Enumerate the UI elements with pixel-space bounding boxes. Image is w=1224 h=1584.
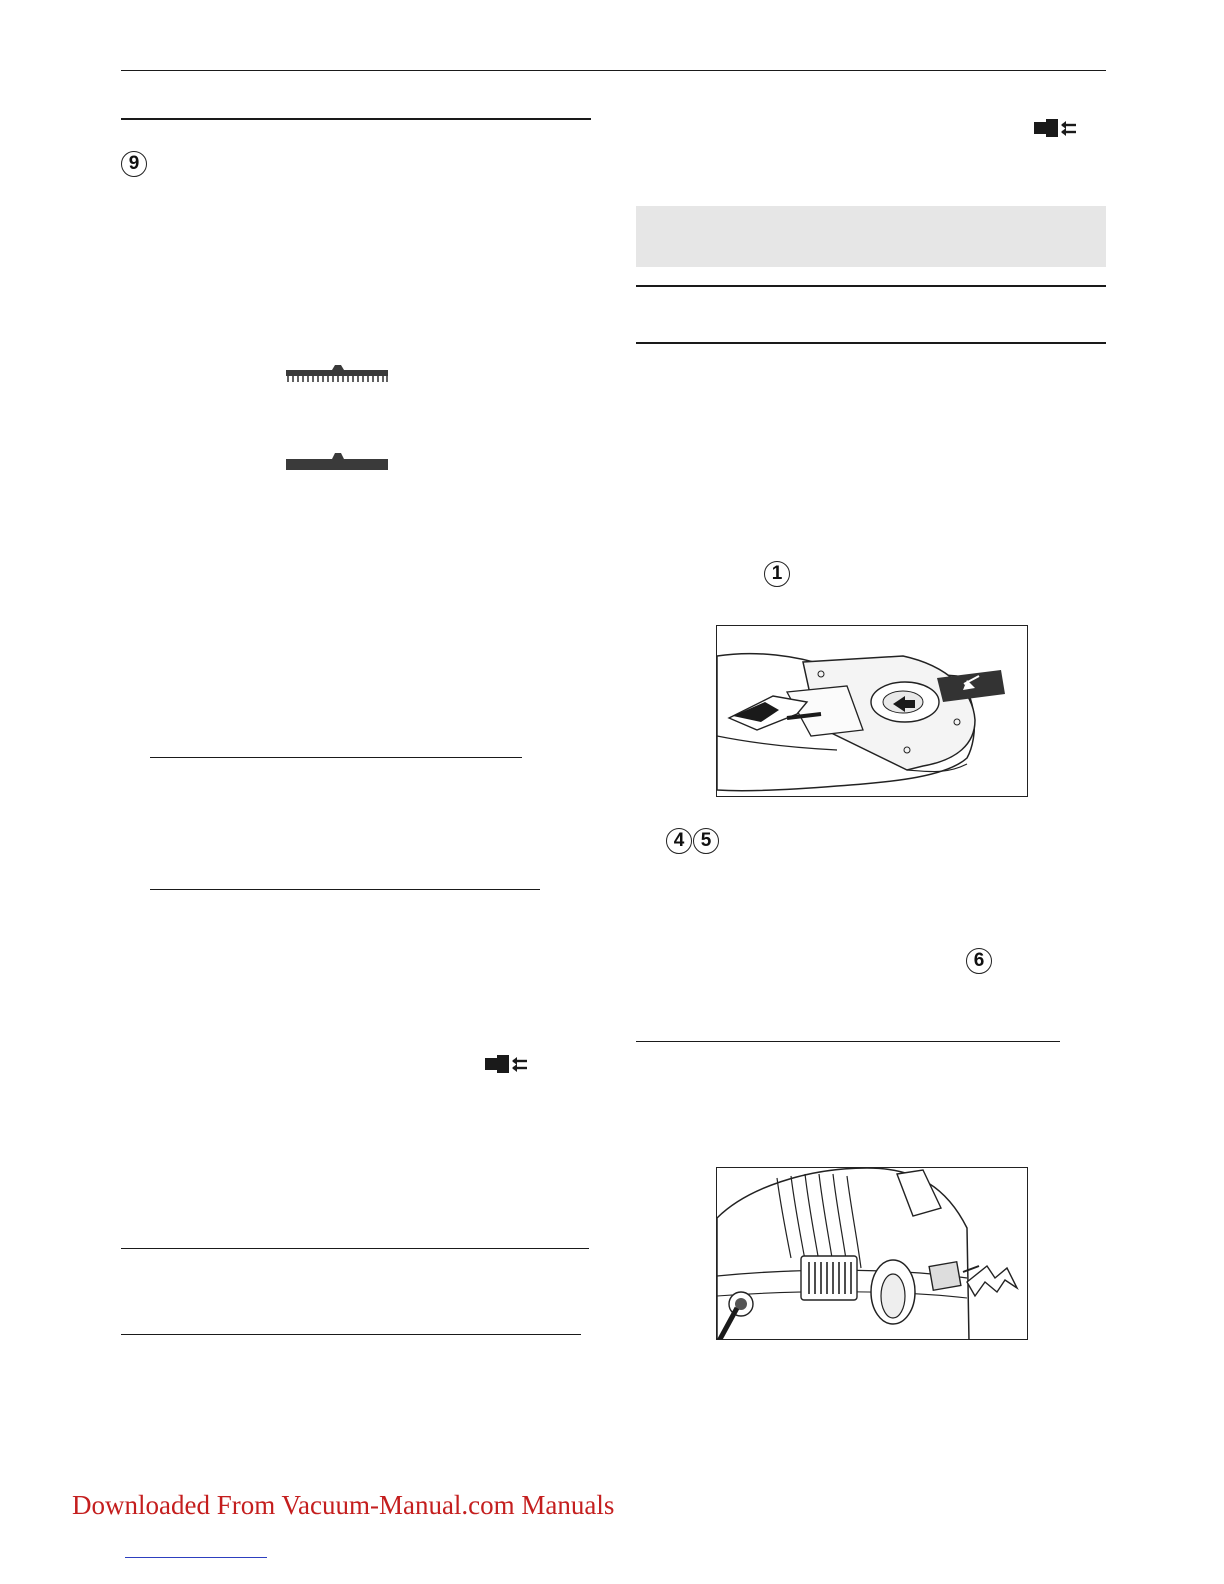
subsection-rule-1 [150, 757, 522, 758]
header-rule [121, 70, 1106, 71]
filter-holder-illustration [716, 625, 1028, 797]
section-rule-right-1 [636, 285, 1106, 287]
section-rule-right-3 [636, 1041, 1060, 1042]
section-rule-left-top [121, 118, 591, 120]
footer-link-underline [125, 1557, 267, 1558]
section-rule-left-bottom-1 [121, 1248, 589, 1249]
plug-mains-icon [1034, 116, 1078, 140]
section-rule-right-2 [636, 342, 1106, 344]
step-marker-1: 1 [764, 561, 790, 587]
plug-mains-icon [485, 1052, 529, 1076]
note-box [636, 206, 1106, 267]
subsection-rule-2 [150, 889, 540, 890]
step-marker-6: 6 [966, 948, 992, 974]
step-marker-9: 9 [121, 151, 147, 177]
setting-scale-notched-icon [284, 362, 390, 386]
setting-scale-smooth-icon [284, 451, 390, 473]
section-rule-left-bottom-2 [121, 1334, 581, 1335]
step-marker-5: 5 [693, 828, 719, 854]
footer-download-link[interactable]: Downloaded From Vacuum-Manual.com Manuals [72, 1490, 615, 1520]
appliance-socket-illustration [716, 1167, 1028, 1340]
step-marker-4: 4 [666, 828, 692, 854]
